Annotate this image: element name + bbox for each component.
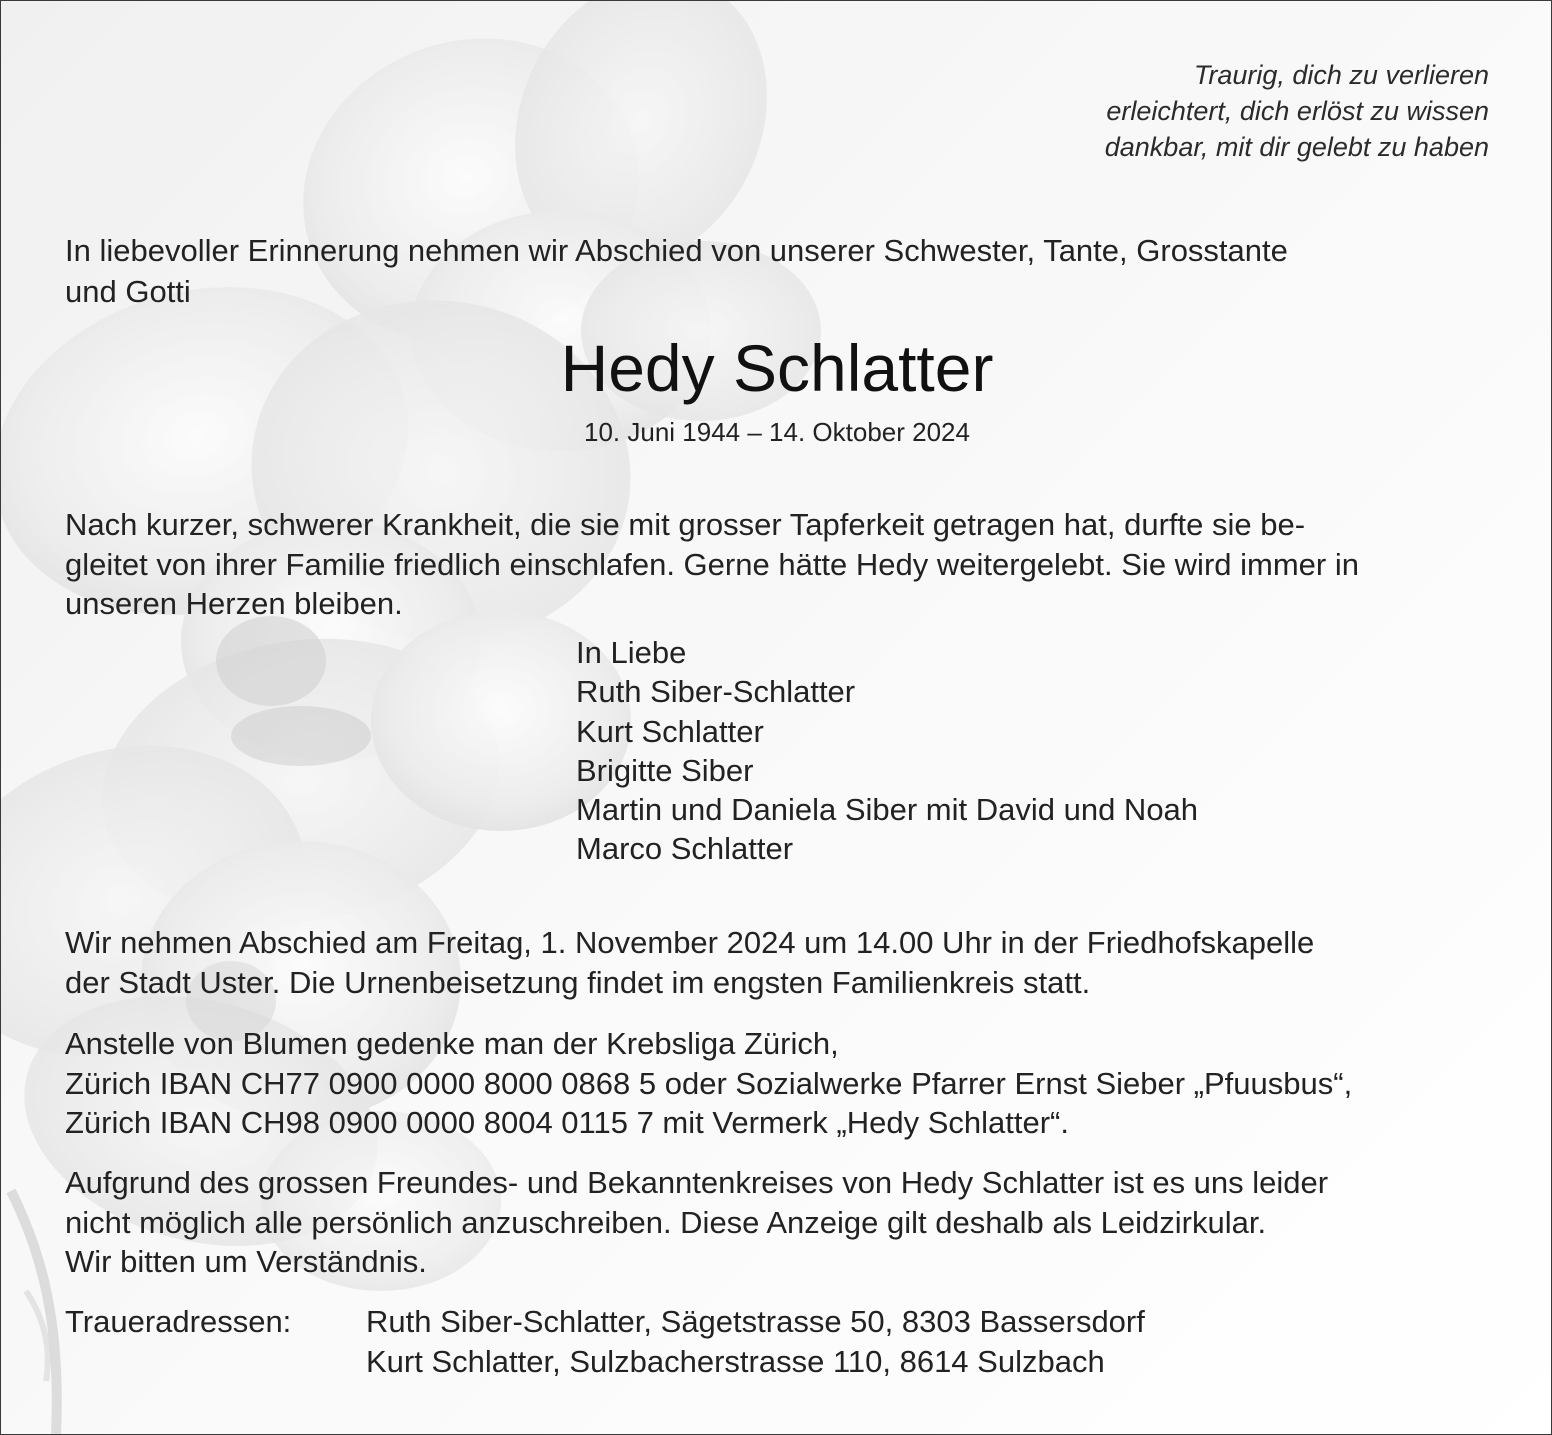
paragraph-line: Aufgrund des grossen Freundes- und Bekanntenkreises von Hedy Schlatter ist es uns leider	[65, 1165, 1329, 1200]
paragraph-line: Nach kurzer, schwerer Krankheit, die sie mit grosser Tapferkeit getragen hat, durfte sie be-	[65, 507, 1306, 542]
signer-line: Marco Schlatter	[576, 831, 794, 867]
intro-text	[65, 230, 1485, 312]
paragraph-line: Zürich IBAN CH98 0900 0000 8004 0115 7 mit Vermerk „Hedy Schlatter“.	[65, 1105, 1069, 1140]
addresses-list	[366, 1302, 1145, 1381]
illness-paragraph	[65, 505, 1505, 624]
paragraph-line: der Stadt Uster. Die Urnenbeisetzung findet im engsten Familienkreis statt.	[65, 964, 1091, 1000]
signer-line: Martin und Daniela Siber mit David und Noah	[576, 792, 1199, 828]
address-line: Ruth Siber-Schlatter, Sägetstrasse 50, 8303 Bassersdorf	[366, 1304, 1145, 1339]
intro-line: und Gotti	[65, 274, 191, 309]
paragraph-line: Wir nehmen Abschied am Freitag, 1. November 2024 um 14.00 Uhr in der Friedhofskapelle	[65, 925, 1315, 960]
paragraph-line: gleitet von ihrer Familie friedlich einschlafen. Gerne hätte Hedy weitergelebt. Sie wird immer in	[65, 546, 1359, 582]
paragraph-line: Anstelle von Blumen gedenke man der Krebsliga Zürich,	[65, 1026, 839, 1061]
signer-line: In Liebe	[576, 635, 687, 670]
paragraph-line: Wir bitten um Verständnis.	[65, 1244, 427, 1279]
paragraph-line: unseren Herzen bleiben.	[65, 586, 403, 621]
motto-line: Traurig, dich zu verlieren	[1193, 60, 1489, 90]
addresses-label: Traueradressen:	[65, 1304, 292, 1339]
paragraph-line: nicht möglich alle persönlich anzuschreiben. Diese Anzeige gilt deshalb als Leidzirkular.	[65, 1204, 1267, 1240]
deceased-name: Hedy Schlatter	[560, 331, 994, 405]
motto-line: dankbar, mit dir gelebt zu haben	[1104, 132, 1489, 162]
motto-line: erleichtert, dich erlöst zu wissen	[1106, 96, 1489, 126]
intro-line: In liebevoller Erinnerung nehmen wir Abschied von unserer Schwester, Tante, Grosstante	[65, 233, 1288, 268]
motto-quote	[1105, 57, 1489, 165]
farewell-paragraph	[65, 923, 1505, 1002]
signer-line: Ruth Siber-Schlatter	[576, 674, 856, 710]
paragraph-line: Zürich IBAN CH77 0900 0000 8000 0868 5 oder Sozialwerke Pfarrer Ernst Sieber „Pfuusbus“,	[65, 1065, 1353, 1101]
signer-line: Brigitte Siber	[576, 752, 754, 788]
life-dates: 10. Juni 1944 – 14. Oktober 2024	[584, 417, 970, 447]
circular-paragraph	[65, 1163, 1505, 1282]
address-line: Kurt Schlatter, Sulzbacherstrasse 110, 8614 Sulzbach	[366, 1343, 1105, 1379]
signer-line: Kurt Schlatter	[576, 713, 764, 749]
mourners-signature-block	[576, 633, 1198, 869]
donation-paragraph	[65, 1024, 1505, 1143]
